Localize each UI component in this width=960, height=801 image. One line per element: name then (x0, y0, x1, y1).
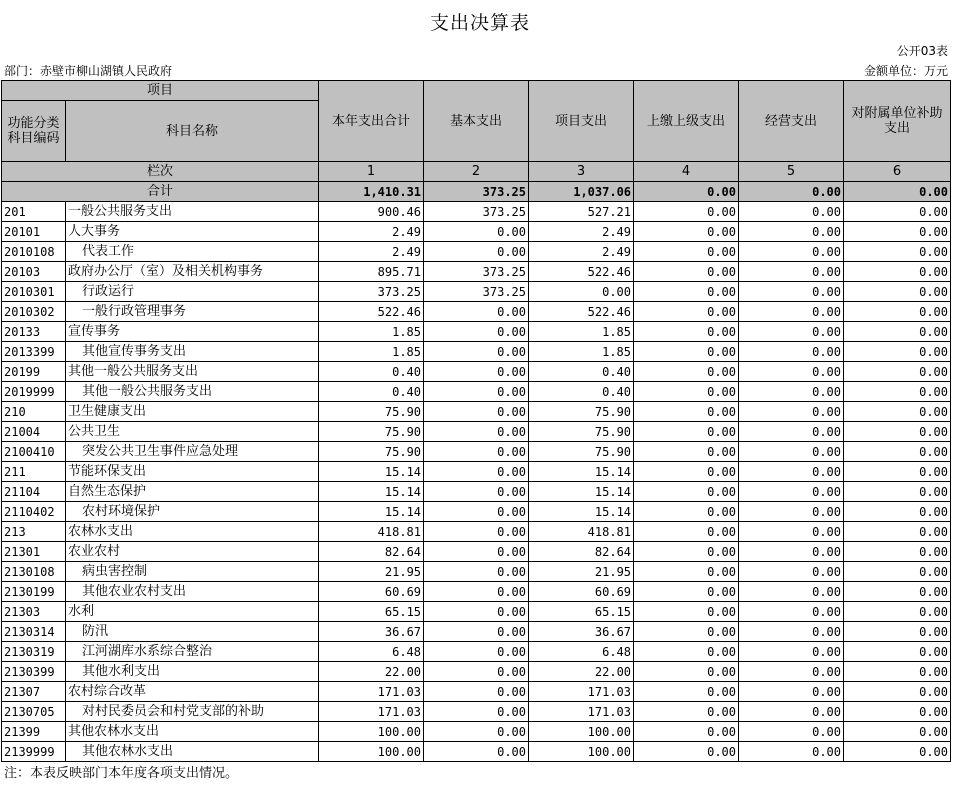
header-seq-label: 栏次 (2, 162, 319, 182)
row-value: 373.25 (424, 282, 529, 302)
row-value: 0.00 (844, 242, 951, 262)
row-value: 75.90 (529, 442, 634, 462)
row-value: 373.25 (424, 262, 529, 282)
table-row (2, 602, 951, 622)
footnote: 注：本表反映部门本年度各项支出情况。 (4, 766, 239, 781)
row-value: 0.00 (739, 462, 844, 482)
row-value: 0.00 (634, 322, 739, 342)
row-value: 6.48 (319, 642, 424, 662)
row-value: 0.00 (424, 462, 529, 482)
row-value: 0.00 (739, 582, 844, 602)
row-value: 527.21 (529, 202, 634, 222)
header-col3: 项目支出 (529, 81, 634, 162)
row-value: 0.00 (424, 542, 529, 562)
row-value: 1.85 (529, 322, 634, 342)
row-value: 0.00 (634, 582, 739, 602)
table-row (2, 462, 951, 482)
table-row (2, 382, 951, 402)
row-value: 0.00 (844, 382, 951, 402)
row-value: 0.00 (424, 522, 529, 542)
row-value: 0.00 (424, 382, 529, 402)
row-code: 2130319 (2, 642, 66, 662)
header-col6: 对附属单位补助支出 (844, 81, 951, 162)
table-row (2, 322, 951, 342)
row-value: 0.00 (634, 362, 739, 382)
row-value: 0.00 (424, 322, 529, 342)
total-value: 1,037.06 (529, 182, 634, 202)
row-code: 21303 (2, 602, 66, 622)
row-value: 0.00 (739, 562, 844, 582)
row-value: 0.00 (739, 362, 844, 382)
row-value: 0.00 (739, 302, 844, 322)
row-value: 373.25 (424, 202, 529, 222)
department-label: 部门：赤壁市柳山湖镇人民政府 (4, 64, 173, 78)
row-name: 其他农林水支出 (66, 722, 319, 742)
row-value: 0.00 (634, 262, 739, 282)
row-value: 1.85 (319, 322, 424, 342)
row-value: 0.00 (844, 342, 951, 362)
row-value: 171.03 (529, 682, 634, 702)
row-value: 2.49 (529, 242, 634, 262)
row-value: 0.00 (634, 722, 739, 742)
row-value: 0.00 (739, 682, 844, 702)
row-value: 0.00 (739, 662, 844, 682)
row-value: 75.90 (529, 422, 634, 442)
table-row (2, 482, 951, 502)
row-value: 0.00 (739, 262, 844, 282)
row-value: 0.00 (844, 602, 951, 622)
row-value: 15.14 (529, 502, 634, 522)
row-name: 农村环境保护 (66, 502, 319, 522)
row-code: 20103 (2, 262, 66, 282)
row-code: 211 (2, 462, 66, 482)
row-code: 2013399 (2, 342, 66, 362)
row-value: 0.00 (634, 542, 739, 562)
row-value: 100.00 (319, 722, 424, 742)
row-value: 36.67 (529, 622, 634, 642)
row-value: 0.00 (739, 342, 844, 362)
row-value: 0.00 (424, 642, 529, 662)
row-value: 15.14 (319, 462, 424, 482)
row-value: 0.00 (844, 502, 951, 522)
row-name: 其他农林水支出 (66, 742, 319, 762)
header-col1: 本年支出合计 (319, 81, 424, 162)
row-code: 213 (2, 522, 66, 542)
row-value: 0.00 (634, 522, 739, 542)
row-value: 0.00 (844, 402, 951, 422)
table-row (2, 562, 951, 582)
row-value: 60.69 (529, 582, 634, 602)
row-name: 其他农业农村支出 (66, 582, 319, 602)
total-row (2, 182, 951, 202)
table-row (2, 402, 951, 422)
row-value: 0.00 (844, 522, 951, 542)
row-code: 201 (2, 202, 66, 222)
row-value: 0.40 (319, 382, 424, 402)
row-code: 2100410 (2, 442, 66, 462)
header-col4: 上缴上级支出 (634, 81, 739, 162)
table-row (2, 422, 951, 442)
row-value: 0.00 (739, 722, 844, 742)
row-value: 0.00 (739, 642, 844, 662)
row-value: 0.00 (739, 742, 844, 762)
table-row (2, 262, 951, 282)
row-value: 0.00 (844, 722, 951, 742)
row-value: 0.00 (424, 302, 529, 322)
row-value: 0.00 (739, 542, 844, 562)
table-row (2, 442, 951, 462)
header-col5: 经营支出 (739, 81, 844, 162)
header-seq-1: 1 (319, 162, 424, 182)
amount-unit-label: 金额单位：万元 (863, 64, 948, 78)
row-name: 病虫害控制 (66, 562, 319, 582)
header-seq-3: 3 (529, 162, 634, 182)
row-name: 一般公共服务支出 (66, 202, 319, 222)
row-value: 0.00 (844, 422, 951, 442)
table-row (2, 202, 951, 222)
row-value: 0.00 (529, 282, 634, 302)
row-code: 2130199 (2, 582, 66, 602)
row-value: 0.00 (634, 242, 739, 262)
row-value: 0.00 (424, 222, 529, 242)
row-value: 0.00 (844, 682, 951, 702)
total-label: 合计 (2, 182, 319, 202)
row-code: 2130108 (2, 562, 66, 582)
row-value: 0.00 (634, 442, 739, 462)
row-name: 人大事务 (66, 222, 319, 242)
row-value: 0.00 (739, 402, 844, 422)
row-value: 373.25 (319, 282, 424, 302)
row-value: 0.00 (739, 242, 844, 262)
row-name: 水利 (66, 602, 319, 622)
row-value: 0.00 (844, 202, 951, 222)
row-value: 0.00 (844, 622, 951, 642)
row-name: 对村民委员会和村党支部的补助 (66, 702, 319, 722)
row-value: 0.00 (634, 642, 739, 662)
table-row (2, 522, 951, 542)
row-value: 0.00 (739, 322, 844, 342)
table-row (2, 542, 951, 562)
row-value: 0.00 (424, 602, 529, 622)
row-value: 2.49 (529, 222, 634, 242)
row-value: 2.49 (319, 242, 424, 262)
row-name: 其他水利支出 (66, 662, 319, 682)
row-name: 代表工作 (66, 242, 319, 262)
form-number: 公开03表 (896, 44, 948, 58)
row-code: 2130399 (2, 662, 66, 682)
row-value: 0.00 (739, 382, 844, 402)
row-value: 0.00 (424, 702, 529, 722)
table-row (2, 662, 951, 682)
row-value: 0.00 (844, 562, 951, 582)
row-name: 农林水支出 (66, 522, 319, 542)
row-value: 60.69 (319, 582, 424, 602)
row-value: 0.00 (424, 662, 529, 682)
row-value: 0.00 (844, 362, 951, 382)
row-value: 0.00 (634, 342, 739, 362)
row-value: 0.00 (424, 402, 529, 422)
row-name: 行政运行 (66, 282, 319, 302)
row-value: 15.14 (529, 462, 634, 482)
row-value: 895.71 (319, 262, 424, 282)
expenditure-table (1, 80, 951, 762)
row-value: 0.00 (424, 622, 529, 642)
row-name: 其他宣传事务支出 (66, 342, 319, 362)
row-value: 22.00 (319, 662, 424, 682)
row-value: 0.00 (634, 502, 739, 522)
row-value: 65.15 (319, 602, 424, 622)
row-value: 0.00 (739, 522, 844, 542)
row-name: 一般行政管理事务 (66, 302, 319, 322)
row-value: 0.00 (844, 482, 951, 502)
total-value: 1,410.31 (319, 182, 424, 202)
row-code: 2010302 (2, 302, 66, 322)
row-name: 突发公共卫生事件应急处理 (66, 442, 319, 462)
row-value: 171.03 (529, 702, 634, 722)
header-item: 项目 (2, 81, 319, 101)
row-value: 1.85 (319, 342, 424, 362)
table-row (2, 582, 951, 602)
row-value: 100.00 (529, 742, 634, 762)
row-value: 0.00 (739, 482, 844, 502)
row-value: 22.00 (529, 662, 634, 682)
row-value: 0.00 (634, 282, 739, 302)
table-row (2, 242, 951, 262)
row-value: 522.46 (529, 302, 634, 322)
row-value: 100.00 (319, 742, 424, 762)
row-value: 0.40 (529, 362, 634, 382)
table-row (2, 742, 951, 762)
row-value: 0.00 (634, 622, 739, 642)
row-value: 0.00 (844, 262, 951, 282)
total-value: 0.00 (739, 182, 844, 202)
row-code: 21104 (2, 482, 66, 502)
row-value: 0.00 (424, 722, 529, 742)
row-value: 36.67 (319, 622, 424, 642)
row-value: 0.00 (739, 422, 844, 442)
row-value: 418.81 (529, 522, 634, 542)
row-code: 21399 (2, 722, 66, 742)
total-value: 0.00 (634, 182, 739, 202)
row-value: 75.90 (529, 402, 634, 422)
row-name: 农村综合改革 (66, 682, 319, 702)
row-value: 82.64 (529, 542, 634, 562)
row-code: 2010108 (2, 242, 66, 262)
row-code: 21307 (2, 682, 66, 702)
row-value: 0.00 (844, 742, 951, 762)
row-value: 0.00 (424, 742, 529, 762)
row-code: 210 (2, 402, 66, 422)
row-value: 0.00 (424, 362, 529, 382)
row-value: 522.46 (319, 302, 424, 322)
table-row (2, 222, 951, 242)
row-name: 农业农村 (66, 542, 319, 562)
row-value: 0.00 (634, 482, 739, 502)
row-value: 0.00 (634, 562, 739, 582)
row-value: 0.00 (634, 662, 739, 682)
row-name: 卫生健康支出 (66, 402, 319, 422)
row-name: 其他一般公共服务支出 (66, 362, 319, 382)
row-value: 0.40 (529, 382, 634, 402)
row-name: 节能环保支出 (66, 462, 319, 482)
row-value: 0.00 (424, 482, 529, 502)
row-value: 0.00 (739, 222, 844, 242)
table-row (2, 622, 951, 642)
header-code: 功能分类科目编码 (2, 101, 66, 162)
row-code: 2130705 (2, 702, 66, 722)
row-value: 0.00 (634, 202, 739, 222)
row-value: 0.00 (844, 462, 951, 482)
row-value: 0.00 (844, 322, 951, 342)
row-value: 0.00 (739, 702, 844, 722)
table-row (2, 642, 951, 662)
table-row (2, 702, 951, 722)
header-seq-4: 4 (634, 162, 739, 182)
row-value: 21.95 (319, 562, 424, 582)
row-value: 171.03 (319, 682, 424, 702)
row-value: 21.95 (529, 562, 634, 582)
row-value: 0.00 (634, 742, 739, 762)
table-row (2, 502, 951, 522)
row-value: 0.00 (739, 602, 844, 622)
row-value: 0.00 (844, 542, 951, 562)
header-seq-5: 5 (739, 162, 844, 182)
row-value: 0.00 (844, 222, 951, 242)
row-value: 100.00 (529, 722, 634, 742)
row-value: 0.00 (424, 242, 529, 262)
row-value: 82.64 (319, 542, 424, 562)
row-value: 0.00 (844, 442, 951, 462)
row-value: 0.00 (739, 282, 844, 302)
row-value: 0.00 (844, 282, 951, 302)
row-value: 15.14 (319, 482, 424, 502)
row-value: 0.00 (844, 582, 951, 602)
row-value: 75.90 (319, 422, 424, 442)
row-value: 0.00 (844, 702, 951, 722)
row-name: 政府办公厅（室）及相关机构事务 (66, 262, 319, 282)
row-value: 0.00 (634, 302, 739, 322)
row-code: 2110402 (2, 502, 66, 522)
row-value: 65.15 (529, 602, 634, 622)
row-value: 75.90 (319, 442, 424, 462)
total-value: 373.25 (424, 182, 529, 202)
row-code: 20101 (2, 222, 66, 242)
row-value: 0.00 (634, 602, 739, 622)
row-name: 公共卫生 (66, 422, 319, 442)
row-value: 0.00 (634, 682, 739, 702)
row-value: 0.00 (844, 302, 951, 322)
table-row (2, 362, 951, 382)
row-code: 21301 (2, 542, 66, 562)
row-value: 900.46 (319, 202, 424, 222)
table-row (2, 282, 951, 302)
row-value: 0.00 (424, 442, 529, 462)
table-row (2, 722, 951, 742)
row-value: 0.00 (634, 402, 739, 422)
row-value: 0.00 (634, 422, 739, 442)
row-code: 21004 (2, 422, 66, 442)
row-code: 2019999 (2, 382, 66, 402)
row-value: 0.00 (739, 442, 844, 462)
row-value: 15.14 (529, 482, 634, 502)
row-value: 75.90 (319, 402, 424, 422)
row-value: 0.00 (424, 562, 529, 582)
table-row (2, 682, 951, 702)
row-value: 0.00 (424, 582, 529, 602)
total-value: 0.00 (844, 182, 951, 202)
header-seq-6: 6 (844, 162, 951, 182)
row-code: 2130314 (2, 622, 66, 642)
header-seq-2: 2 (424, 162, 529, 182)
row-value: 0.00 (634, 462, 739, 482)
row-name: 防汛 (66, 622, 319, 642)
row-value: 171.03 (319, 702, 424, 722)
row-value: 418.81 (319, 522, 424, 542)
table-row (2, 342, 951, 362)
row-name: 宣传事务 (66, 322, 319, 342)
row-value: 0.00 (739, 502, 844, 522)
row-value: 6.48 (529, 642, 634, 662)
row-code: 2010301 (2, 282, 66, 302)
row-value: 0.00 (739, 202, 844, 222)
row-code: 20133 (2, 322, 66, 342)
row-code: 2139999 (2, 742, 66, 762)
row-value: 2.49 (319, 222, 424, 242)
row-value: 15.14 (319, 502, 424, 522)
row-value: 0.00 (844, 642, 951, 662)
row-value: 0.00 (634, 222, 739, 242)
row-value: 522.46 (529, 262, 634, 282)
row-value: 0.00 (844, 662, 951, 682)
row-value: 0.00 (424, 682, 529, 702)
row-value: 0.00 (634, 702, 739, 722)
row-value: 0.40 (319, 362, 424, 382)
row-name: 江河湖库水系综合整治 (66, 642, 319, 662)
row-value: 0.00 (424, 422, 529, 442)
header-col2: 基本支出 (424, 81, 529, 162)
row-value: 0.00 (634, 382, 739, 402)
row-code: 20199 (2, 362, 66, 382)
page-title: 支出决算表 (429, 12, 530, 34)
row-value: 0.00 (739, 622, 844, 642)
row-value: 0.00 (424, 342, 529, 362)
row-name: 自然生态保护 (66, 482, 319, 502)
header-name: 科目名称 (66, 101, 319, 162)
table-row (2, 302, 951, 322)
row-name: 其他一般公共服务支出 (66, 382, 319, 402)
row-value: 0.00 (424, 502, 529, 522)
row-value: 1.85 (529, 342, 634, 362)
